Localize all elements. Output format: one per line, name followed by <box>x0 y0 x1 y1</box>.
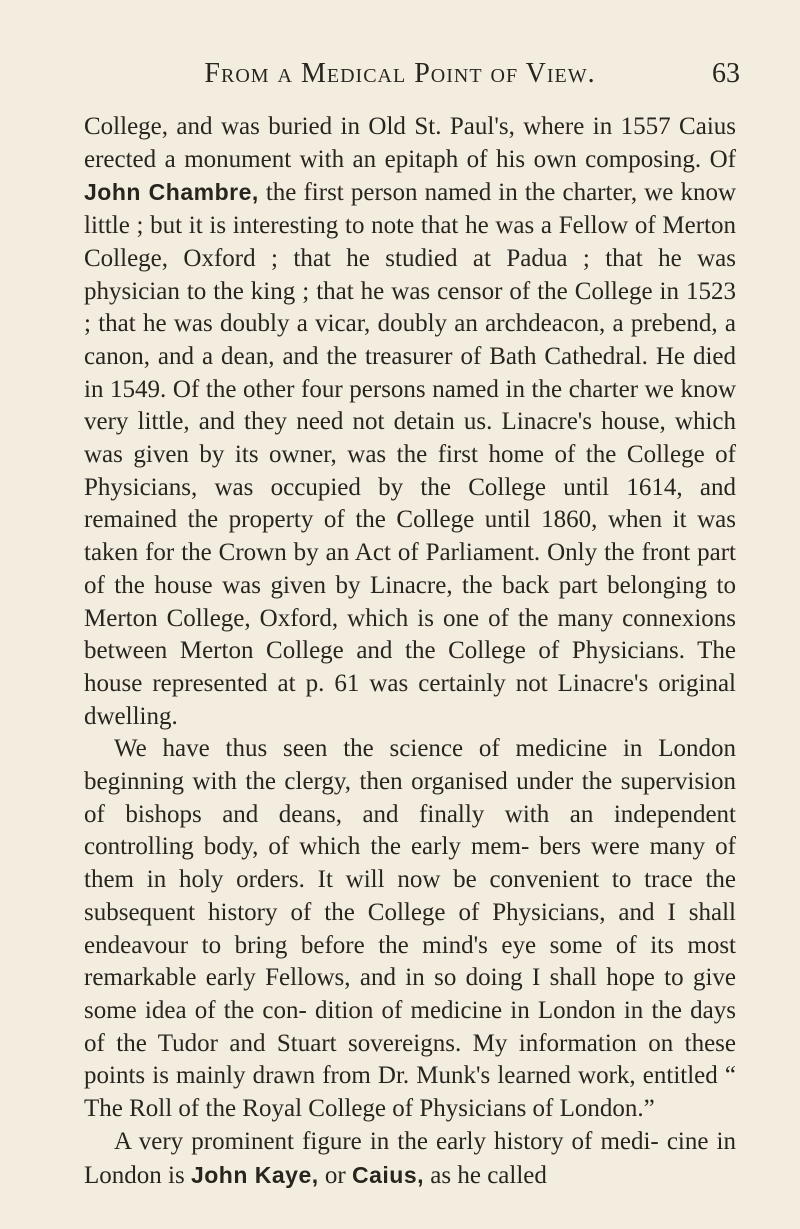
paragraph-3 <box>84 1126 736 1192</box>
person-name-john-kaye: John Kaye, <box>190 1161 319 1188</box>
text-run: A very prominent figure in the early history of medi- cine in London is <box>84 1127 736 1189</box>
paragraph-2: We have thus seen the science of medicine in London beginning with the clergy, then organised under the supervision of bishops and deans, and finally with an independent controlling body, of which the early mem- bers were many of them in holy orders. It will now be convenient to trace the subsequent history of the College of Physicians, and I shall endeavour to bring before the mind's eye some of its most remarkable early Fellows, and in so doing I shall hope to give some idea of the con- dition of medicine in London in the days of the Tudor and Stuart sovereigns. My information on these points is mainly drawn from Dr. Munk's learned work, entitled “ The Roll of the Royal College of Physicians of London.” <box>84 735 736 1123</box>
person-name-john-chambre: John Chambre, <box>84 179 259 206</box>
body-text <box>84 111 736 1192</box>
text-run: or <box>318 1161 352 1189</box>
page-number: 63 <box>712 58 740 89</box>
text-run: as he called <box>424 1161 547 1189</box>
person-name-caius: Caius, <box>352 1161 425 1188</box>
paragraph-1 <box>84 111 736 733</box>
text-run: the first person named in the charter, we know little ; but it is interesting to note that he was a Fellow of Merton College, Oxford ; that he studied at Padua ; that he was physician to the king ; that he was censor of the College in 1523 ; that he was doubly a vicar, doubly an archdeacon, a prebend, a canon, and a dean, and the treasurer of Bath Cathedral. He died in 1549. Of the other four persons named in the charter we know very little, and they need not detain us. Linacre's house, which was given by its owner, was the first home of the College of Physicians, was occupied by the College until 1614, and remained the property of the College until 1860, when it was taken for the Crown by an Act of Parliament. Only the front part of the house was given by Linacre, the back part belonging to Merton College, Oxford, which is one of the many connexions between Merton College and the College of Physicians. The house represented at p. 61 was certainly not Linacre's original dwelling. <box>84 179 736 730</box>
text-run: College, and was buried in Old St. Paul's, where in 1557 Caius erected a monument with an epitaph of his own composing. Of <box>84 113 736 173</box>
running-header <box>0 58 800 98</box>
running-title: From a Medical Point of View. <box>204 58 596 89</box>
